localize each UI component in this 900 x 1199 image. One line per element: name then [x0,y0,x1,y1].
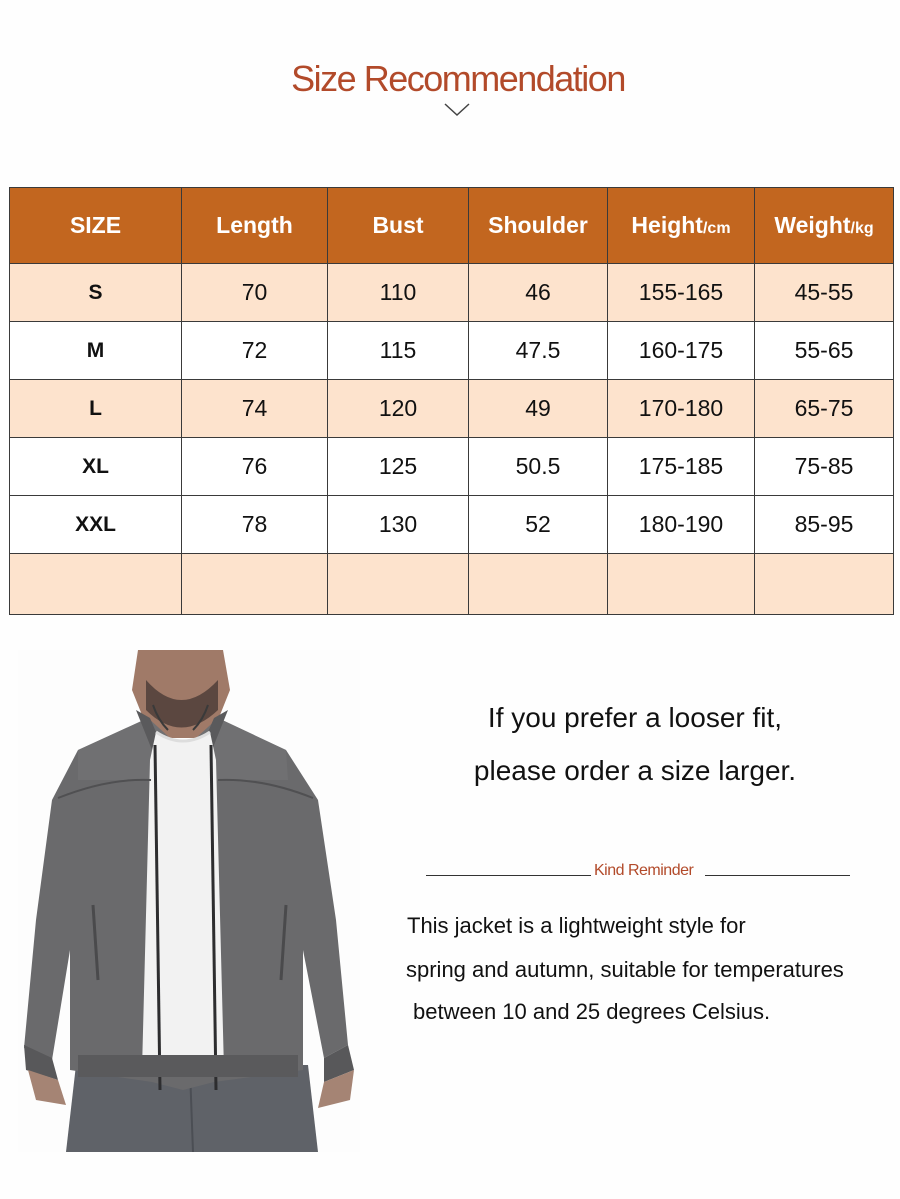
cell-bust: 120 [328,380,469,438]
cell-shoulder: 49 [469,380,608,438]
cell-bust: 115 [328,322,469,380]
cell-size: L [10,380,182,438]
product-photo [18,650,360,1152]
reminder-text-line1: This jacket is a lightweight style for [407,913,746,938]
chevron-down-icon [443,101,471,117]
cell-length: 74 [182,380,328,438]
cell-height: 175-185 [608,438,755,496]
table-row [10,380,894,438]
cell-weight: 85-95 [755,496,894,554]
cell-weight: 75-85 [755,438,894,496]
cell-height: 160-175 [608,322,755,380]
cell-bust: 110 [328,264,469,322]
column-header-size: SIZE [10,188,182,264]
cell-length: 72 [182,322,328,380]
kind-reminder-label: Kind Reminder [594,862,694,879]
column-header-height: Height/cm [608,188,755,264]
table-row-empty [10,554,894,615]
cell-length: 70 [182,264,328,322]
column-header-shoulder: Shoulder [469,188,608,264]
cell-size: M [10,322,182,380]
cell-size: S [10,264,182,322]
cell-weight: 55-65 [755,322,894,380]
divider [705,875,850,876]
divider [426,875,591,876]
column-header-bust: Bust [328,188,469,264]
table-row [10,264,894,322]
reminder-text-line3: between 10 and 25 degrees Celsius. [413,999,771,1024]
cell-length: 76 [182,438,328,496]
column-header-weight: Weight/kg [755,188,894,264]
table-header-row [10,188,894,264]
table-row [10,496,894,554]
cell-weight: 65-75 [755,380,894,438]
cell-shoulder: 47.5 [469,322,608,380]
table-row [10,438,894,496]
cell-height: 170-180 [608,380,755,438]
column-header-length: Length [182,188,328,264]
cell-weight: 45-55 [755,264,894,322]
table-row [10,322,894,380]
cell-size: XL [10,438,182,496]
cell-length: 78 [182,496,328,554]
cell-size: XXL [10,496,182,554]
cell-bust: 125 [328,438,469,496]
cell-shoulder: 46 [469,264,608,322]
cell-shoulder: 50.5 [469,438,608,496]
fit-note-line2: please order a size larger. [473,755,797,786]
cell-shoulder: 52 [469,496,608,554]
cell-height: 180-190 [608,496,755,554]
cell-height: 155-165 [608,264,755,322]
cell-bust: 130 [328,496,469,554]
reminder-text-line2: spring and autumn, suitable for temperatures [406,957,844,982]
fit-note-line1: If you prefer a looser fit, [487,702,783,733]
size-chart-table [9,187,894,615]
page-title: Size Recommendation [291,58,625,99]
